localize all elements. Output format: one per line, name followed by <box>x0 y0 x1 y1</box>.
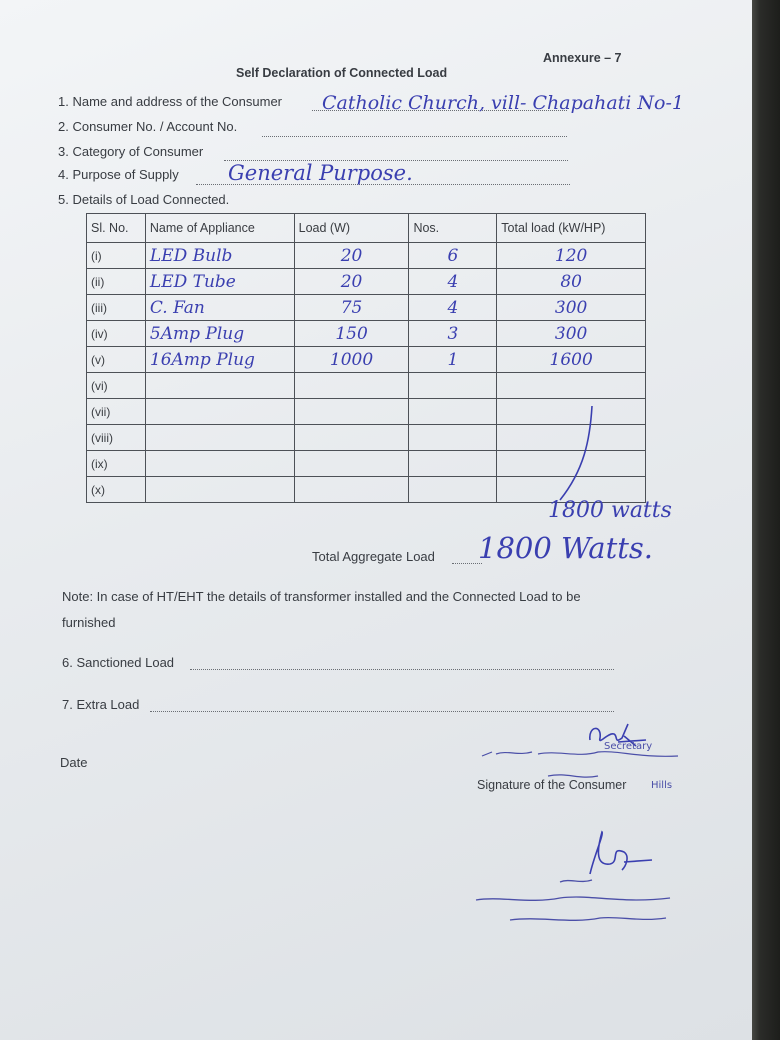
table-header-row <box>87 214 646 243</box>
date-label: Date <box>60 755 88 770</box>
row-load <box>294 451 409 477</box>
consumer-name-value: Catholic Church, vill- Chapahati No-1 <box>322 92 684 114</box>
extra-load-label: 7. Extra Load <box>62 697 140 712</box>
row-appliance <box>145 399 294 425</box>
row-total: 120 <box>497 243 646 269</box>
row-appliance <box>145 425 294 451</box>
details-label: 5. Details of Load Connected. <box>58 192 230 207</box>
row-load <box>294 477 409 503</box>
row-sl: (vii) <box>87 399 146 425</box>
row-load: 150 <box>294 321 409 347</box>
row-total: 80 <box>497 269 646 295</box>
table-row <box>87 295 646 321</box>
sum-note: 1800 watts <box>548 498 672 523</box>
row-sl: (ix) <box>87 451 146 477</box>
aggregate-value: 1800 Watts. <box>478 531 654 565</box>
purpose-label: 4. Purpose of Supply <box>58 167 179 182</box>
row-appliance: LED Tube <box>145 269 294 295</box>
note-line-1: Note: In case of HT/EHT the details of transformer installed and the Connected Load to be <box>62 589 581 604</box>
row-nos <box>409 399 497 425</box>
consumer-number-label: 2. Consumer No. / Account No. <box>58 119 238 134</box>
stamp-hills: Hills <box>651 780 673 791</box>
form-title: Self Declaration of Connected Load <box>236 66 448 80</box>
consumer-name-label: 1. Name and address of the Consumer <box>58 94 283 109</box>
row-nos: 4 <box>409 295 497 321</box>
aggregate-label: Total Aggregate Load <box>312 549 435 564</box>
sum-stroke <box>540 400 610 510</box>
table-row <box>87 321 646 347</box>
row-sl: (v) <box>87 347 146 373</box>
table-row <box>87 269 646 295</box>
note-line-2: furnished <box>62 615 116 630</box>
row-appliance: LED Bulb <box>145 243 294 269</box>
col-header-nos: Nos. <box>409 214 497 243</box>
row-appliance <box>145 373 294 399</box>
signature-label: Signature of the Consumer <box>477 778 627 792</box>
row-load <box>294 373 409 399</box>
row-sl: (iii) <box>87 295 146 321</box>
row-nos: 6 <box>409 243 497 269</box>
col-header-load: Load (W) <box>294 214 409 243</box>
row-load: 1000 <box>294 347 409 373</box>
row-nos: 3 <box>409 321 497 347</box>
row-sl: (vi) <box>87 373 146 399</box>
row-nos <box>409 451 497 477</box>
row-sl: (i) <box>87 243 146 269</box>
row-nos: 4 <box>409 269 497 295</box>
annexure-label: Annexure – 7 <box>543 51 622 65</box>
consumer-number-line <box>262 136 567 137</box>
purpose-value: General Purpose. <box>228 161 413 185</box>
table-row <box>87 347 646 373</box>
row-load <box>294 399 409 425</box>
col-header-sl: Sl. No. <box>87 214 146 243</box>
row-appliance: 16Amp Plug <box>145 347 294 373</box>
row-appliance <box>145 477 294 503</box>
sanctioned-load-label: 6. Sanctioned Load <box>62 655 175 670</box>
extra-load-line <box>150 711 614 712</box>
stamp-secretary: Secretary <box>604 741 653 752</box>
row-total: 1600 <box>497 347 646 373</box>
row-sl: (iv) <box>87 321 146 347</box>
row-nos <box>409 425 497 451</box>
row-sl: (viii) <box>87 425 146 451</box>
category-label: 3. Category of Consumer <box>58 144 204 159</box>
col-header-appliance: Name of Appliance <box>145 214 294 243</box>
row-appliance <box>145 451 294 477</box>
row-load: 75 <box>294 295 409 321</box>
row-nos: 1 <box>409 347 497 373</box>
sanctioned-load-line <box>190 669 614 670</box>
row-nos <box>409 373 497 399</box>
col-header-total: Total load (kW/HP) <box>497 214 646 243</box>
row-load <box>294 425 409 451</box>
row-appliance: C. Fan <box>145 295 294 321</box>
row-appliance: 5Amp Plug <box>145 321 294 347</box>
row-load: 20 <box>294 243 409 269</box>
row-total: 300 <box>497 321 646 347</box>
row-sl: (x) <box>87 477 146 503</box>
table-row <box>87 373 646 399</box>
table-row <box>87 243 646 269</box>
second-signature-mark <box>580 826 660 882</box>
row-load: 20 <box>294 269 409 295</box>
row-total <box>497 373 646 399</box>
row-nos <box>409 477 497 503</box>
second-stamp-scribble <box>470 876 710 928</box>
row-sl: (ii) <box>87 269 146 295</box>
row-total: 300 <box>497 295 646 321</box>
